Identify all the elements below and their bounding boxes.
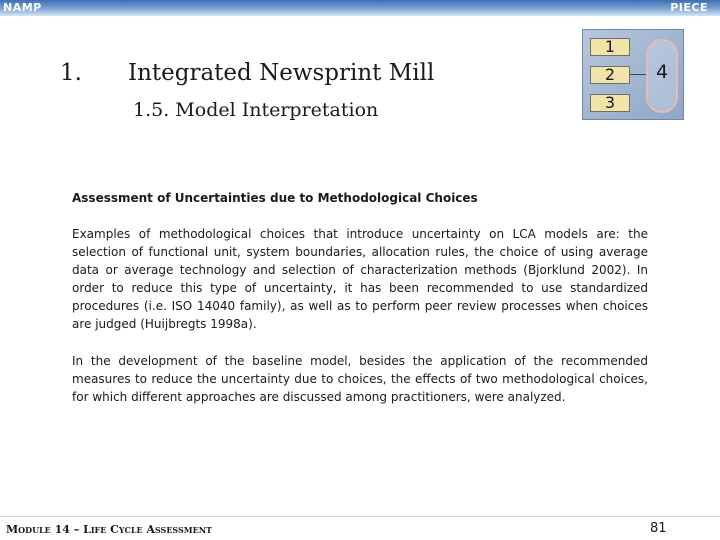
header-right-label: PIECE (670, 1, 708, 14)
footer-divider (0, 516, 720, 517)
header-bar (0, 0, 720, 16)
section-logo (582, 29, 684, 120)
page-subtitle: 1.5. Model Interpretation (133, 99, 379, 121)
footer-module-label: Module 14 – Life Cycle Assessment (6, 523, 213, 536)
content-heading: Assessment of Uncertainties due to Methodological Choices (72, 191, 478, 205)
logo-box-4: 4 (655, 61, 669, 83)
logo-box-3: 3 (590, 94, 630, 112)
paragraph-1: Examples of methodological choices that introduce uncertainty on LCA models are: the selection of functional unit, system boundaries, allocation rules, the choice of using average data or average technology and selection of characterization methods (Bjorklund 2002). In order to reduce this type of uncertainty, it has been recommended to use standardized procedures (i.e. ISO 14040 family), as well as to perform peer review processes when choices are judged (Huijbregts 1998a). (72, 227, 648, 331)
section-number: 1. (60, 60, 82, 86)
paragraph-2: In the development of the baseline model, besides the application of the recommended measures to reduce the uncertainty due to choices, the effects of two methodological choices, for which different approaches are discussed among practitioners, were analyzed. (72, 354, 648, 404)
page-number: 81 (650, 521, 667, 536)
logo-box-1: 1 (590, 38, 630, 56)
logo-box-2: 2 (590, 66, 630, 84)
header-left-label: NAMP (3, 1, 42, 14)
page-title: Integrated Newsprint Mill (128, 60, 435, 86)
